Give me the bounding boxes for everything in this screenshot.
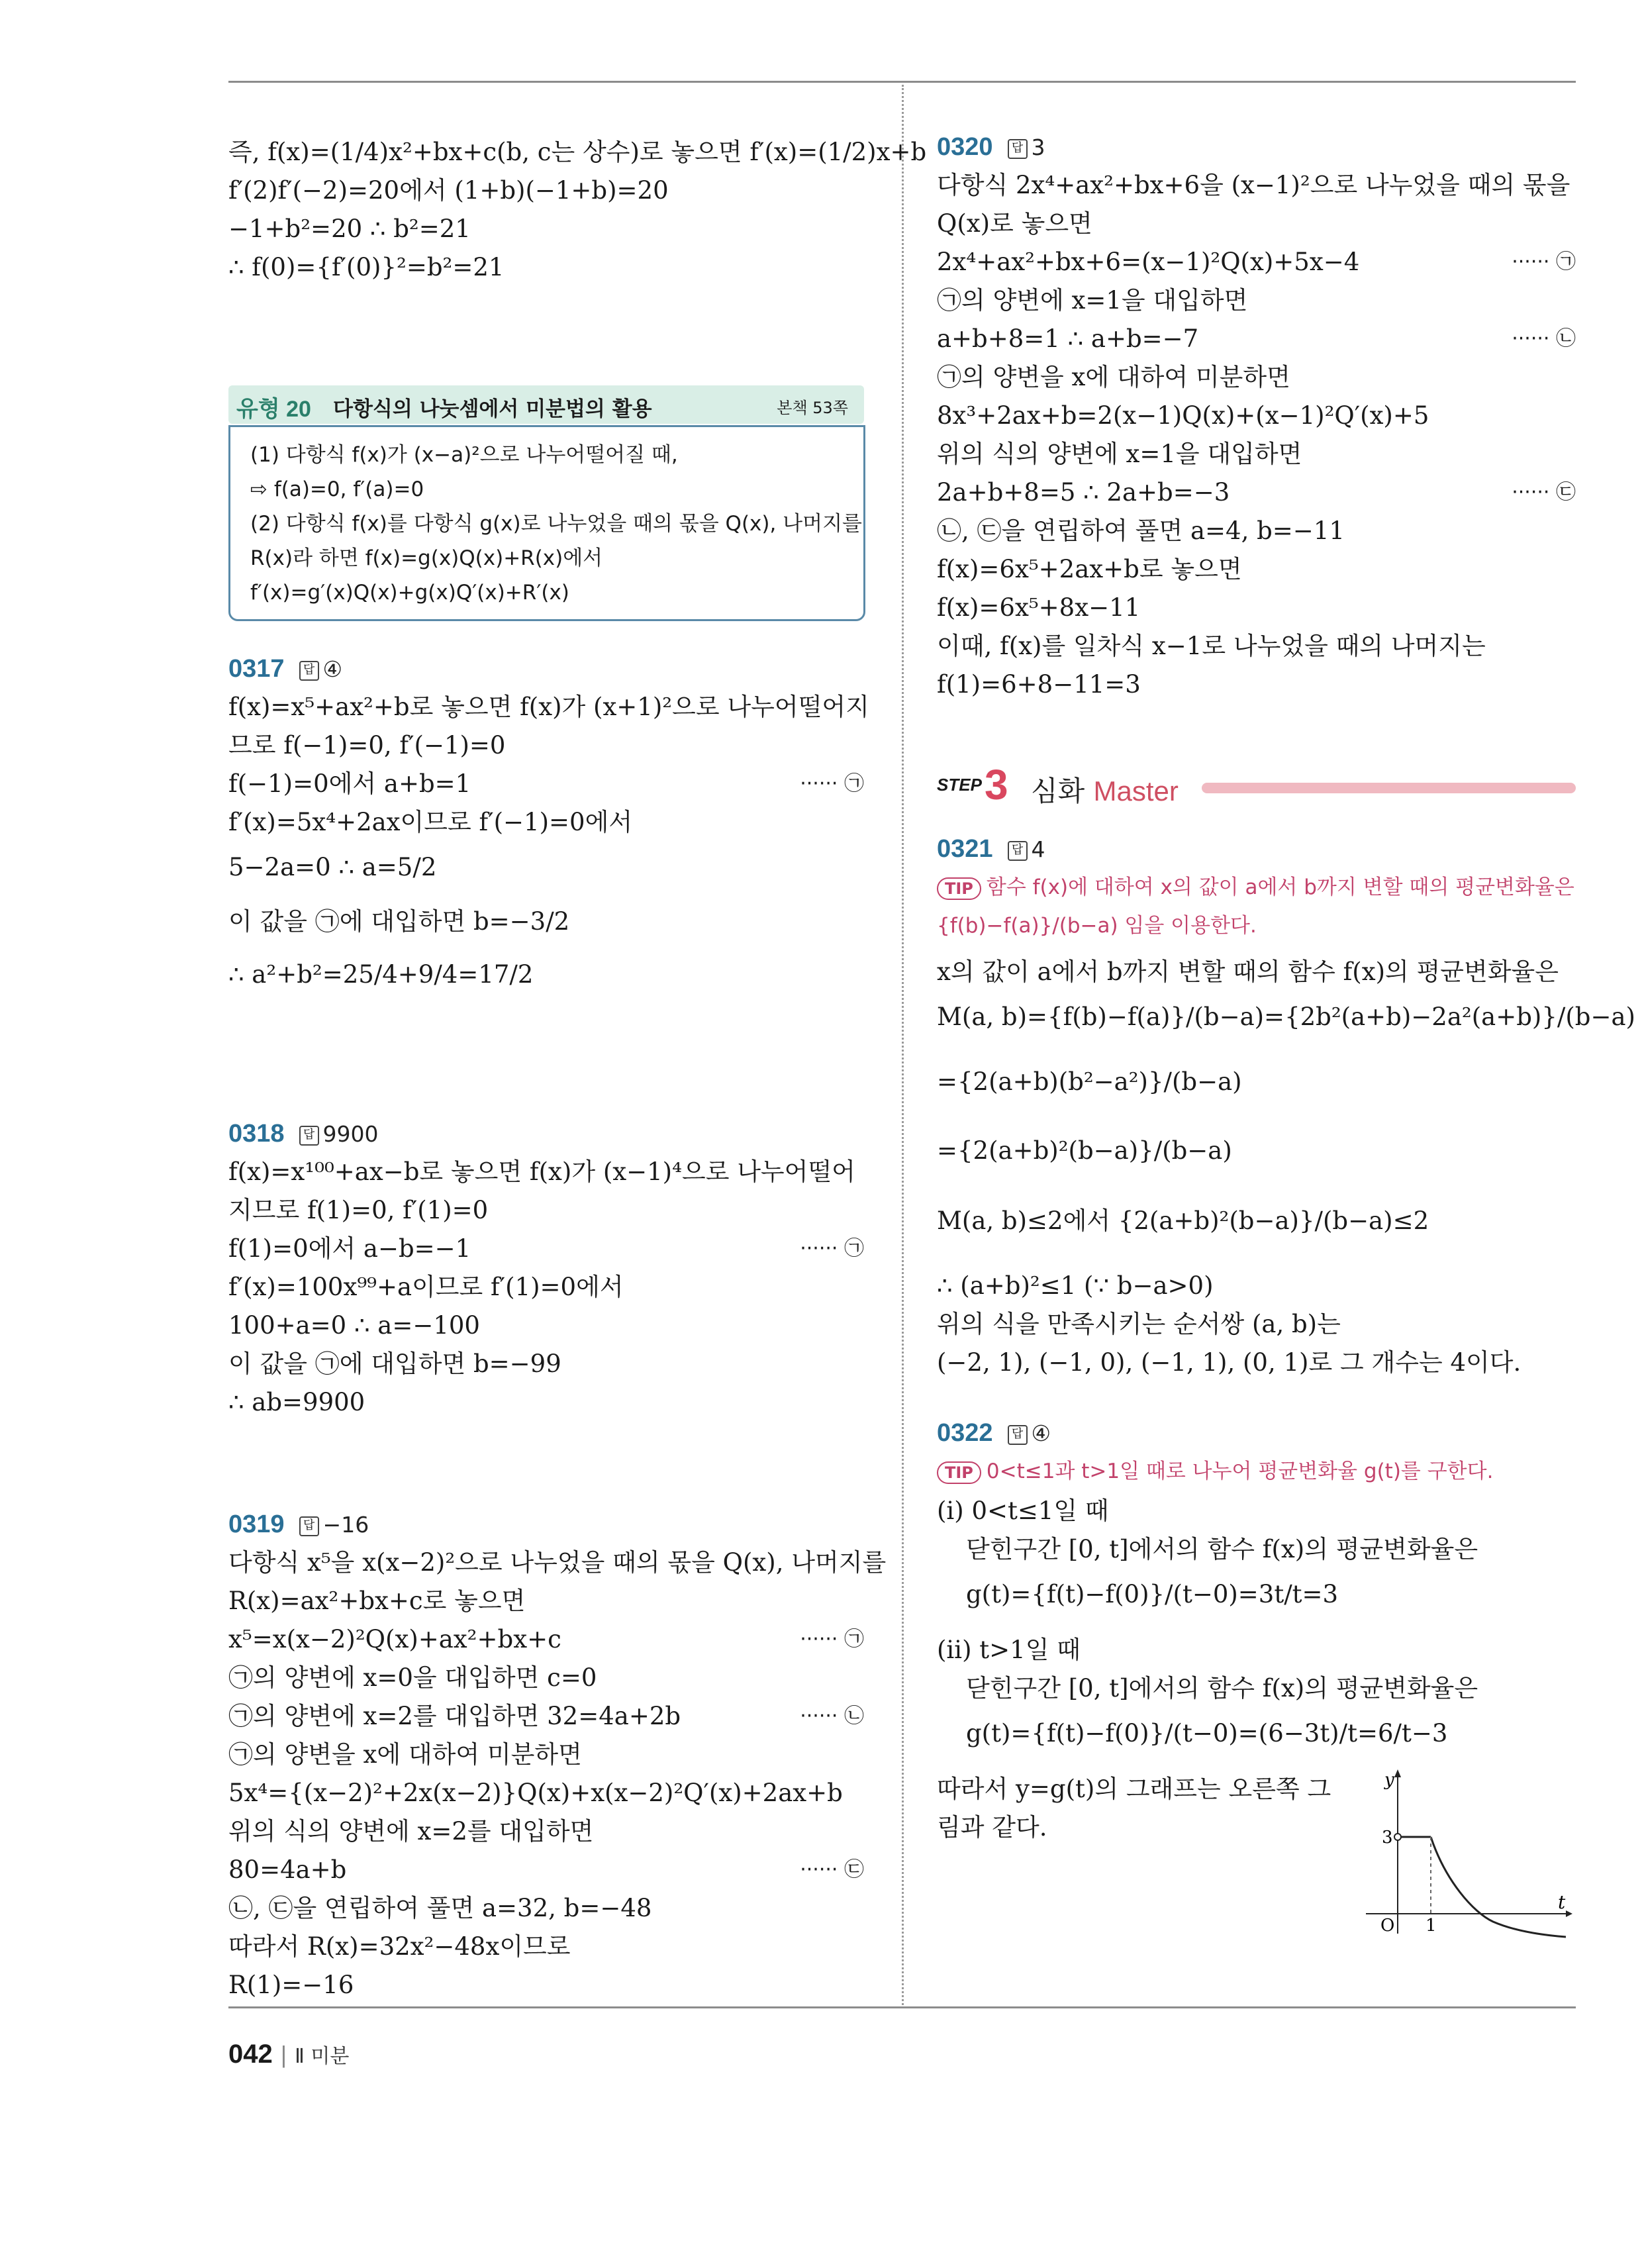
- problem-number: 0321: [937, 835, 993, 863]
- text-line: 위의 식의 양변에 x=2를 대입하면: [228, 1817, 594, 1846]
- answer-icon: 답: [1008, 139, 1028, 159]
- tip-text: 0<t≤1과 t>1일 때로 나누어 평균변화율 g(t)를 구한다.: [986, 1459, 1494, 1483]
- problem-number: 0319: [228, 1510, 285, 1538]
- text-line: ∴ f(0)={f′(0)}²=b²=21: [228, 253, 505, 281]
- answer-icon: 답: [299, 661, 319, 681]
- text-line: 5x⁴={(x−2)²+2x(x−2)}Q(x)+x(x−2)²Q′(x)+2ax+b: [228, 1779, 843, 1807]
- text-line: M(a, b)≤2에서 {2(a+b)²(b−a)}/(b−a)≤2: [937, 1207, 1429, 1235]
- problem-header-0318: [228, 1119, 379, 1149]
- text-line: 80=4a+b: [228, 1855, 347, 1884]
- text-line: 닫힌구간 [0, t]에서의 함수 f(x)의 평균변화율은: [966, 1535, 1478, 1563]
- bottom-rule: [228, 2006, 1576, 2008]
- type-line: f′(x)=g′(x)Q(x)+g(x)Q′(x)+R′(x): [250, 581, 569, 605]
- problem-header-0317: [228, 654, 342, 684]
- text-line: M(a, b)={f(b)−f(a)}/(b−a)={2b²(a+b)−2a²(a+b)}/(b−a): [937, 1003, 1635, 1031]
- tip-line: {f(b)−f(a)}/(b−a) 임을 이용한다.: [937, 914, 1257, 938]
- text-line: ∴ a²+b²=25/4+9/4=17/2: [228, 960, 534, 989]
- text-line: 100+a=0 ∴ a=−100: [228, 1311, 480, 1340]
- problem-number: 0320: [937, 133, 993, 161]
- page-footer: [228, 2040, 349, 2069]
- tip-badge: TIP: [937, 1461, 981, 1484]
- x-axis-label: t: [1558, 1891, 1566, 1913]
- type-line: ⇨ f(a)=0, f′(a)=0: [250, 477, 424, 501]
- text-line: ={2(a+b)²(b−a)}/(b−a): [937, 1136, 1232, 1165]
- text-line: 닫힌구간 [0, t]에서의 함수 f(x)의 평균변화율은: [966, 1674, 1478, 1702]
- problem-answer: −16: [322, 1512, 369, 1538]
- y-axis-label: y: [1384, 1770, 1394, 1790]
- text-line: f(1)=6+8−11=3: [937, 670, 1141, 699]
- text-line: ㉠의 양변에 x=0을 대입하면 c=0: [228, 1663, 597, 1692]
- type-line: (2) 다항식 f(x)를 다항식 g(x)로 나누었을 때의 몫을 Q(x), 나머지를: [250, 512, 862, 536]
- problem-answer: 9900: [322, 1121, 379, 1147]
- text-line: g(t)={f(t)−f(0)}/(t−0)=(6−3t)/t=6/t−3: [966, 1719, 1448, 1748]
- text-line: x⁵=x(x−2)²Q(x)+ax²+bx+c: [228, 1625, 561, 1653]
- text-line: f(x)=6x⁵+2ax+b로 놓으면: [937, 555, 1242, 583]
- problem-header-0320: [937, 132, 1045, 162]
- text-line: f(x)=x⁵+ax²+b로 놓으면 f(x)가 (x+1)²으로 나누어떨어지: [228, 693, 869, 721]
- step-title: [1031, 769, 1179, 809]
- section-name: Ⅱ 미분: [295, 2045, 350, 2068]
- column-divider: [902, 85, 904, 2005]
- graph-curve: [1431, 1837, 1566, 1937]
- text-line: 지므로 f(1)=0, f′(1)=0: [228, 1196, 489, 1224]
- text-line: f(x)=x¹⁰⁰+ax−b로 놓으면 f(x)가 (x−1)⁴으로 나누어떨어: [228, 1158, 855, 1186]
- origin-label: O: [1380, 1916, 1395, 1936]
- text-line: f(x)=6x⁵+8x−11: [937, 593, 1141, 622]
- text-line: Q(x)로 놓으면: [937, 209, 1092, 238]
- y-axis-arrow: [1394, 1769, 1401, 1777]
- tip-line: [937, 1457, 1493, 1486]
- text-line: 므로 f(−1)=0, f′(−1)=0: [228, 731, 506, 760]
- equation-mark: ······ ㉢: [800, 1858, 864, 1881]
- text-line: 따라서 R(x)=32x²−48x이므로: [228, 1932, 571, 1961]
- problem-answer: 4: [1031, 836, 1045, 862]
- problem-number: 0322: [937, 1419, 993, 1447]
- equation-mark: ······ ㉠: [800, 1237, 864, 1260]
- text-line: 이때, f(x)를 일차식 x−1로 나누었을 때의 나머지는: [937, 632, 1486, 660]
- step-number: 3: [985, 761, 1008, 809]
- problem-number: 0318: [228, 1120, 285, 1148]
- top-rule: [228, 81, 1576, 83]
- tip-line: [937, 873, 1574, 902]
- equation-mark: ······ ㉡: [800, 1704, 864, 1728]
- problem-answer: ④: [322, 656, 343, 682]
- problem-number: 0317: [228, 655, 285, 683]
- text-line: ∴ (a+b)²≤1 (∵ b−a>0): [937, 1271, 1214, 1300]
- tip-text: 함수 f(x)에 대하여 x의 값이 a에서 b까지 변할 때의 평균변화율은: [986, 875, 1574, 899]
- problem-answer: 3: [1031, 134, 1045, 160]
- text-line: R(1)=−16: [228, 1971, 354, 1999]
- text-line: 이 값을 ㉠에 대입하면 b=−3/2: [228, 907, 570, 936]
- type-header: [228, 385, 864, 424]
- text-line: ∴ ab=9900: [228, 1388, 365, 1416]
- type-label: 유형 20: [236, 397, 311, 422]
- text-line: x의 값이 a에서 b까지 변할 때의 함수 f(x)의 평균변화율은: [937, 958, 1559, 986]
- type-body: [228, 425, 865, 621]
- answer-icon: 답: [299, 1126, 319, 1146]
- step-title-en: Master: [1093, 775, 1179, 807]
- answer-icon: 답: [1008, 841, 1028, 861]
- problem-header-0321: [937, 834, 1045, 864]
- answer-icon: 답: [299, 1516, 319, 1536]
- text-line: 위의 식의 양변에 x=1을 대입하면: [937, 440, 1302, 468]
- text-line: 이 값을 ㉠에 대입하면 b=−99: [228, 1350, 561, 1378]
- text-line: ={2(a+b)(b²−a²)}/(b−a): [937, 1067, 1242, 1096]
- equation-mark: ······ ㉠: [1512, 250, 1576, 273]
- text-line: 5−2a=0 ∴ a=5/2: [228, 853, 437, 881]
- page-number: 042: [228, 2040, 273, 2069]
- graph-g-of-t: [1361, 1768, 1572, 1940]
- text-line: f(1)=0에서 a−b=−1: [228, 1234, 471, 1263]
- type-title: 다항식의 나눗셈에서 미분법의 활용: [333, 397, 652, 421]
- open-point: [1394, 1834, 1401, 1840]
- y-tick-label: 3: [1382, 1828, 1393, 1848]
- text-line: f′(2)f′(−2)=20에서 (1+b)(−1+b)=20: [228, 176, 669, 205]
- text-line: R(x)=ax²+bx+c로 놓으면: [228, 1587, 526, 1615]
- text-line: 위의 식을 만족시키는 순서쌍 (a, b)는: [937, 1310, 1341, 1338]
- text-line: 8x³+2ax+b=2(x−1)Q(x)+(x−1)²Q′(x)+5: [937, 401, 1429, 430]
- step3-header: [937, 762, 1576, 808]
- problem-header-0322: [937, 1418, 1051, 1448]
- text-line: 2a+b+8=5 ∴ 2a+b=−3: [937, 478, 1230, 507]
- text-line: 즉, f(x)=(1/4)x²+bx+c(b, c는 상수)로 놓으면 f′(x)=(1/2)x+b: [228, 138, 927, 166]
- text-line: f′(x)=5x⁴+2ax이므로 f′(−1)=0에서: [228, 808, 633, 836]
- problem-answer: ④: [1031, 1420, 1051, 1446]
- equation-mark: ······ ㉢: [1512, 481, 1576, 504]
- text-line: 다항식 x⁵을 x(x−2)²으로 나누었을 때의 몫을 Q(x), 나머지를: [228, 1548, 887, 1577]
- text-line: a+b+8=1 ∴ a+b=−7: [937, 324, 1199, 353]
- equation-mark: ······ ㉠: [800, 1628, 864, 1651]
- footer-separator: |: [280, 2041, 287, 2068]
- text-line: (ⅰ) 0<t≤1일 때: [937, 1497, 1109, 1525]
- text-line: 2x⁴+ax²+bx+6=(x−1)²Q(x)+5x−4: [937, 248, 1360, 276]
- text-line: 따라서 y=g(t)의 그래프는 오른쪽 그: [937, 1775, 1331, 1803]
- text-line: ㉠의 양변을 x에 대하여 미분하면: [228, 1740, 582, 1769]
- text-line: ㉠의 양변을 x에 대하여 미분하면: [937, 363, 1290, 391]
- text-line: ㉡, ㉢을 연립하여 풀면 a=32, b=−48: [228, 1894, 652, 1922]
- tip-badge: TIP: [937, 877, 981, 900]
- step-bar: [1202, 783, 1576, 793]
- text-line: f(−1)=0에서 a+b=1: [228, 769, 471, 798]
- text-line: (ⅱ) t>1일 때: [937, 1636, 1081, 1664]
- text-line: g(t)={f(t)−f(0)}/(t−0)=3t/t=3: [966, 1580, 1339, 1608]
- x-axis-arrow: [1566, 1910, 1572, 1917]
- type-line: (1) 다항식 f(x)가 (x−a)²으로 나누어떨어질 때,: [250, 443, 678, 467]
- step-label: STEP: [937, 775, 982, 795]
- x-tick-label: 1: [1425, 1916, 1437, 1936]
- text-line: −1+b²=20 ∴ b²=21: [228, 215, 471, 243]
- text-line: ㉠의 양변에 x=1을 대입하면: [937, 286, 1248, 315]
- text-line: (−2, 1), (−1, 0), (−1, 1), (0, 1)로 그 개수는 4이다.: [937, 1348, 1521, 1377]
- answer-icon: 답: [1008, 1425, 1028, 1445]
- step-title-ko: 심화: [1031, 775, 1085, 807]
- text-line: 다항식 2x⁴+ax²+bx+6을 (x−1)²으로 나누었을 때의 몫을: [937, 171, 1570, 199]
- type-ref: 본책 53쪽: [777, 399, 848, 417]
- text-line: ㉠의 양변에 x=2를 대입하면 32=4a+2b: [228, 1702, 681, 1730]
- text-line: f′(x)=100x⁹⁹+a이므로 f′(1)=0에서: [228, 1273, 624, 1301]
- problem-header-0319: [228, 1510, 369, 1540]
- text-line: 림과 같다.: [937, 1813, 1047, 1842]
- type-line: R(x)라 하면 f(x)=g(x)Q(x)+R(x)에서: [250, 546, 603, 570]
- equation-mark: ······ ㉡: [1512, 327, 1576, 350]
- equation-mark: ······ ㉠: [800, 772, 864, 795]
- text-line: ㉡, ㉢을 연립하여 풀면 a=4, b=−11: [937, 517, 1345, 545]
